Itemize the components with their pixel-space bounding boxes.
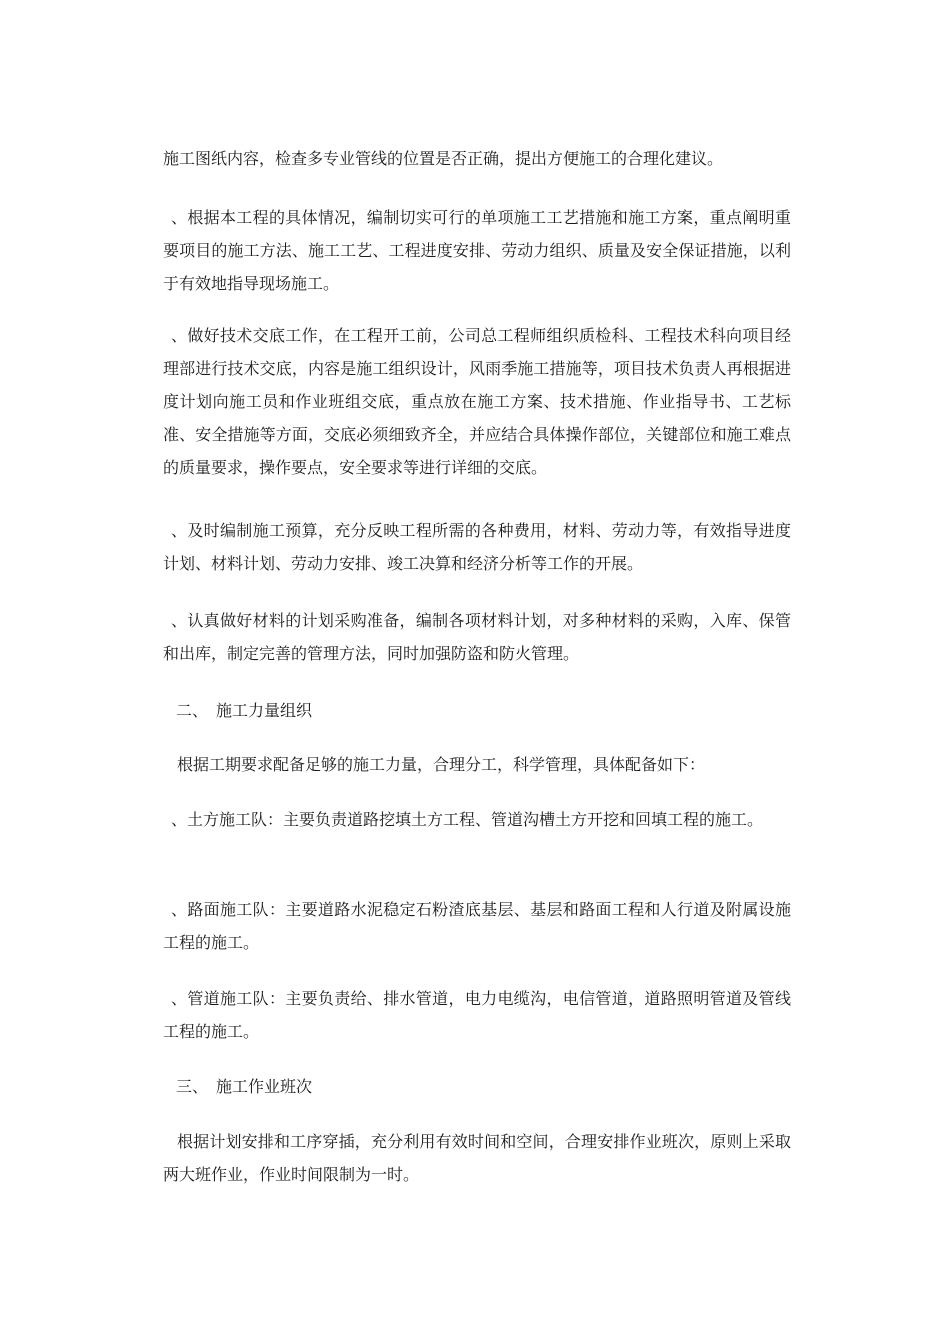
paragraph-budget: 、及时编制施工预算，充分反映工程所需的各种费用，材料、劳动力等，有效指导进度计划、材料计划、劳动力安排、竣工决算和经济分析等工作的开展。 — [163, 521, 791, 573]
section-heading-3 — [176, 1070, 804, 1103]
paragraph-staffing-intro: 根据工期要求配备足够的施工力量，合理分工，科学管理，具体配备如下： — [177, 755, 706, 774]
paragraph-shift-schedule: 根据计划安排和工序穿插，充分利用有效时间和空间，合理安排作业班次，原则上采取两大班作业，作业时间限制为一时。 — [163, 1132, 791, 1184]
paragraph-drawing-review: 施工图纸内容，检查多专业管线的位置是否正确，提出方便施工的合理化建议。 — [163, 149, 724, 168]
section-number: 二、 — [176, 701, 209, 720]
paragraph-earthwork-team: 、土方施工队：主要负责道路挖填土方工程、管道沟槽土方开挖和回填工程的施工。 — [171, 810, 764, 829]
paragraph-pavement-team: 、路面施工队：主要道路水泥稳定石粉渣底基层、基层和路面工程和人行道及附属设施工程的施工。 — [163, 900, 791, 952]
section-title: 施工作业班次 — [216, 1077, 313, 1096]
paragraph-materials: 、认真做好材料的计划采购准备，编制各项材料计划，对多种材料的采购，入库、保管和出库，制定完善的管理方法，同时加强防盗和防火管理。 — [163, 611, 791, 663]
paragraph-technical-briefing: 、做好技术交底工作，在工程开工前，公司总工程师组织质检科、工程技术科向项目经理部进行技术交底，内容是施工组织设计，风雨季施工措施等，项目技术负责人再根据进度计划向施工员和作业班组交底，重点放在施工方案、技术措施、作业指导书、工艺标准、安全措施等方面，交底必须细致齐全，并应结合具体操作部位，关键部位和施工难点的质量要求，操作要点，安全要求等进行详细的交底。 — [163, 326, 791, 477]
paragraph-construction-plan: 、根据本工程的具体情况，编制切实可行的单项施工工艺措施和施工方案，重点阐明重要项目的施工方法、施工工艺、工程进度安排、劳动力组织、质量及安全保证措施，以利于有效地指导现场施工。 — [163, 208, 791, 293]
section-title: 施工力量组织 — [216, 701, 313, 720]
section-heading-2 — [176, 694, 804, 727]
paragraph-pipeline-team: 、管道施工队：主要负责给、排水管道，电力电缆沟，电信管道，道路照明管道及管线工程的施工。 — [163, 989, 791, 1041]
section-number: 三、 — [176, 1077, 209, 1096]
